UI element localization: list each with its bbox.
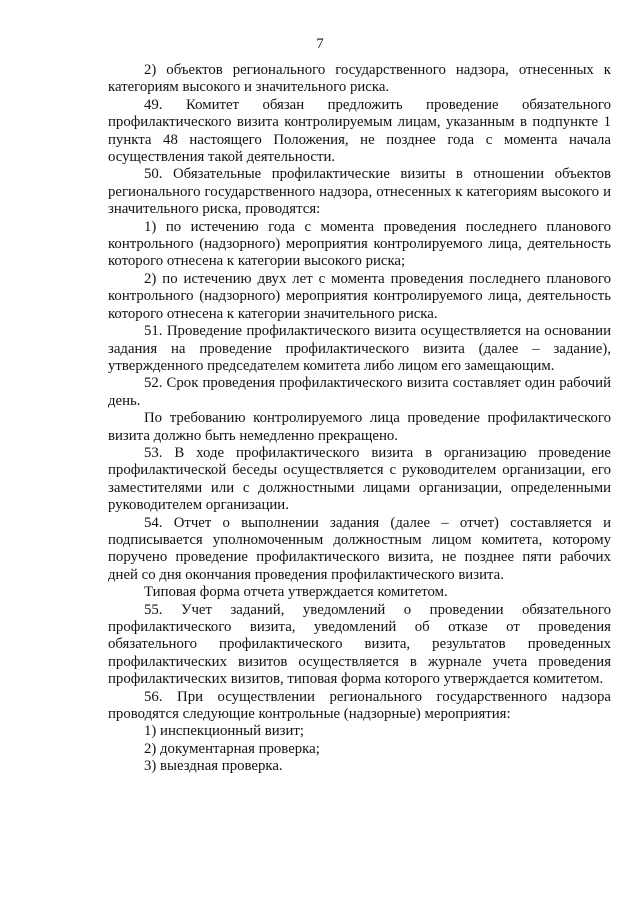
document-body [108, 62, 611, 776]
paragraph-56-item-3: 3) выездная проверка. [144, 758, 283, 775]
page-number: 7 [316, 36, 324, 52]
paragraph-50-item-2: 2) по истечению двух лет с момента проведения последнего планового контрольного (надзорного) мероприятия контролируемого лица, деятельность которого отнесена к категории значительного риска. [108, 270, 611, 322]
paragraph-51: 51. Проведение профилактического визита осуществляется на основании задания на проведение профилактического визита (далее – задание), утвержденного председателем комитета либо лицом его замещающим. [108, 323, 611, 374]
paragraph-56-item-2: 2) документарная проверка; [144, 740, 320, 757]
paragraph-49: 49. Комитет обязан предложить проведение обязательного профилактического визита контролируемым лицам, указанным в подпункте 1 пункта 48 настоящего Положения, не позднее года с момента начала осуществления такой деятельности. [108, 96, 611, 166]
paragraph-54-report-form: Типовая форма отчета утверждается комитетом. [144, 584, 448, 601]
paragraph-2-objects: 2) объектов регионального государственного надзора, отнесенных к категориям высокого и значительного риска. [108, 62, 611, 96]
paragraph-50-item-1: 1) по истечению года с момента проведения последнего планового контрольного (надзорного) мероприятия контролируемого лица, деятельность которого отнесена к категории высокого риска; [108, 218, 611, 270]
paragraph-52: 52. Срок проведения профилактического визита составляет один рабочий день. [108, 375, 611, 409]
paragraph-55: 55. Учет заданий, уведомлений о проведении обязательного профилактического визита, уведомлений об отказе от проведения обязательного профилактического визита, результатов проведенных профилактических визитов осуществляется в журнале учета проведения профилактических визитов, типовая форма которого утверждается комитетом. [108, 601, 611, 688]
paragraph-53: 53. В ходе профилактического визита в организацию проведение профилактической беседы осуществляется с руководителем организации, его заместителями или с должностными лицами организации, определенными руководителем организации. [108, 444, 611, 514]
paragraph-54: 54. Отчет о выполнении задания (далее – отчет) составляется и подписывается уполномоченным должностным лицом комитета, которому поручено проведение профилактического визита, не позднее пяти рабочих дней со дня окончания проведения профилактического визита. [108, 514, 611, 583]
paragraph-56-item-1: 1) инспекционный визит; [144, 723, 304, 740]
paragraph-56: 56. При осуществлении регионального государственного надзора проводятся следующие контрольные (надзорные) мероприятия: [108, 688, 611, 723]
paragraph-50: 50. Обязательные профилактические визиты в отношении объектов регионального государственного надзора, отнесенных к категориям высокого и значительного риска, проводятся: [108, 166, 611, 218]
paragraph-52-termination: По требованию контролируемого лица проведение профилактического визита должно быть немедленно прекращено. [108, 410, 611, 444]
